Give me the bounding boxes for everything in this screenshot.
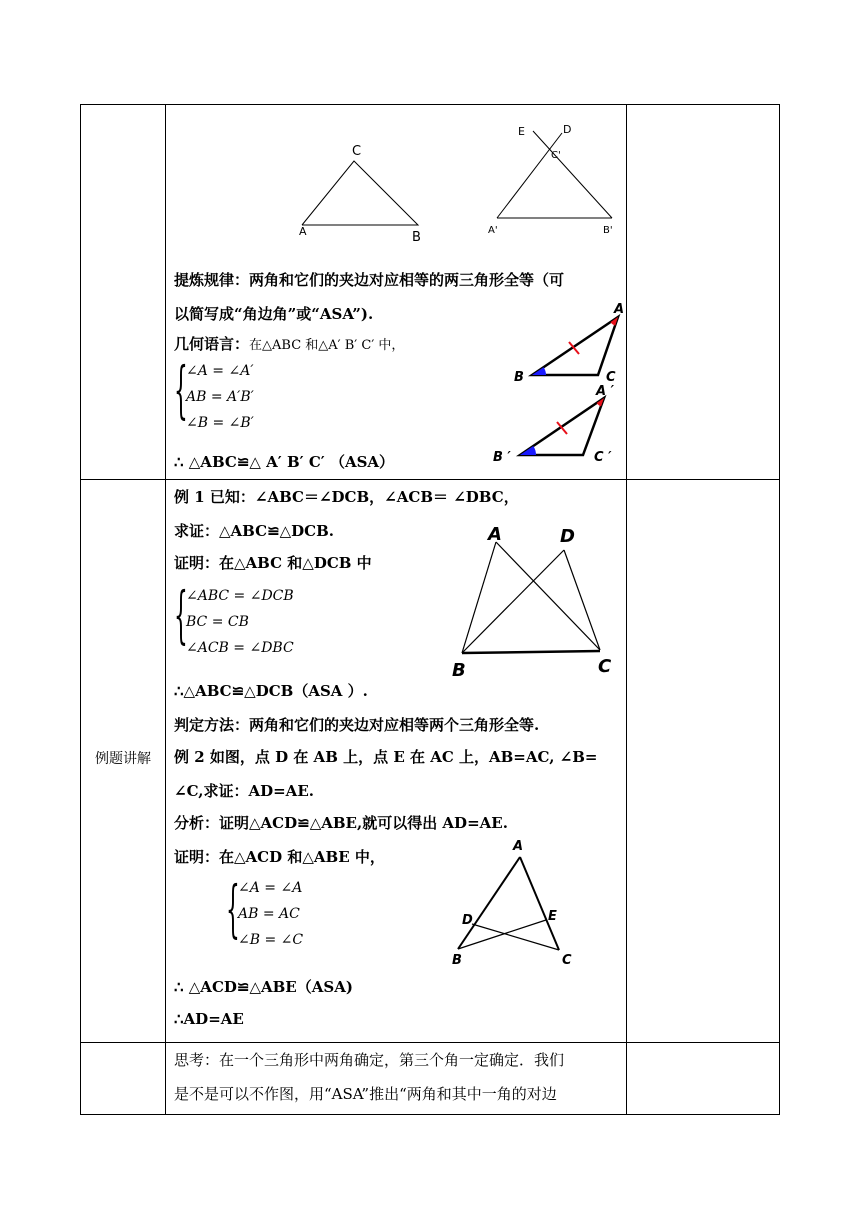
ex2-vertex-d: D (462, 913, 473, 928)
example-2-condition-1: ∠A = ∠A (238, 880, 303, 896)
example-2-proof: 证明：在△ACD 和△ABE 中， (174, 848, 385, 866)
conclusion-asa: ∴ △ABC≌△ A′ B′ C′ （ASA） (174, 453, 395, 471)
vertex-a-prime-label: A' (488, 225, 498, 236)
example-2-conclusion-1: ∴ △ACD≌△ABE（ASA) (174, 978, 353, 996)
example-2-condition-2: AB = AC (238, 906, 300, 922)
label-cell (81, 105, 166, 480)
content-cell (166, 1043, 627, 1115)
fig3-vertex-b: B (514, 370, 524, 385)
table-row (81, 105, 780, 480)
vertex-a-label: A (299, 225, 307, 238)
notes-cell (627, 105, 780, 480)
fig4-vertex-b: B ′ (493, 450, 511, 465)
condition-2: AB = A′B′ (186, 389, 254, 405)
table-row (81, 480, 780, 1043)
condition-1: ∠A = ∠A′ (186, 363, 254, 379)
condition-brace: { (174, 578, 188, 651)
table-row (81, 1043, 780, 1115)
example-2-given-continued: ∠C,求证：AD=AE. (174, 782, 314, 800)
ex2-vertex-b: B (452, 953, 462, 968)
condition-3: ∠B = ∠B′ (186, 415, 254, 431)
example-2-analysis: 分析：证明△ACD≌△ABE,就可以得出 AD=AE. (174, 814, 508, 832)
example-1-given: 例 1 已知：∠ABC＝∠DCB，∠ACB＝ ∠DBC， (174, 488, 519, 506)
example-2-given: 例 2 如图，点 D 在 AB 上，点 E 在 AC 上，AB=AC, ∠B= (174, 748, 598, 766)
geometric-language-body: 在△ABC 和△A′ B′ C′ 中， (249, 338, 405, 353)
content-cell (166, 480, 627, 1043)
ex2-vertex-e: E (548, 909, 557, 924)
example-2-condition-3: ∠B = ∠C (238, 932, 304, 948)
ex2-vertex-c: C (562, 953, 572, 968)
condition-brace: { (174, 353, 188, 426)
ex1-vertex-c: C (598, 656, 612, 677)
vertex-b-label: B (412, 230, 421, 245)
fig3-vertex-c: C (606, 370, 616, 385)
thinking-text-1: 思考：在一个三角形中两角确定，第三个角一定确定．我们 (174, 1051, 565, 1069)
example-2-conclusion-2: ∴AD=AE (174, 1010, 244, 1028)
rule-text: 提炼规律：两角和它们的夹边对应相等的两三角形全等（可 (174, 271, 565, 289)
label-cell (81, 480, 166, 1043)
example-1-condition-2: BC = CB (186, 614, 249, 630)
fig3-vertex-a: A (614, 302, 625, 317)
lesson-table (80, 104, 780, 1115)
section-label: 例题讲解 (95, 751, 151, 767)
example-1-conclusion: ∴△ABC≌△DCB（ASA ）. (174, 682, 368, 700)
notes-cell (627, 480, 780, 1043)
example-1-proof: 证明：在△ABC 和△DCB 中 (174, 554, 372, 572)
example-1-condition-3: ∠ACB = ∠DBC (186, 640, 294, 656)
vertex-b-prime-label: B' (603, 225, 613, 236)
point-e-label: E (518, 125, 525, 138)
judgement-method: 判定方法：两角和它们的夹边对应相等两个三角形全等. (174, 716, 540, 734)
example-1-prove: 求证：△ABC≌△DCB. (174, 522, 335, 540)
point-d-label: D (563, 123, 572, 136)
vertex-c-prime-label: C' (551, 150, 561, 161)
notes-cell (627, 1043, 780, 1115)
ex1-vertex-a: A (488, 524, 502, 545)
marked-triangle-a-prime (166, 105, 626, 479)
ex1-vertex-b: B (452, 660, 466, 681)
rule-text-continued: 以简写成“角边角”或“ASA”). (174, 305, 374, 323)
fig4-vertex-c: C ′ (594, 450, 612, 465)
ex2-vertex-a: A (513, 839, 524, 854)
label-cell (81, 1043, 166, 1115)
example-1-condition-1: ∠ABC = ∠DCB (186, 588, 294, 604)
thinking-text-2: 是不是可以不作图，用“ASA”推出“两角和其中一角的对边 (174, 1085, 557, 1103)
ex1-vertex-d: D (560, 526, 575, 547)
content-cell (166, 105, 627, 480)
vertex-c-label: C (352, 144, 362, 159)
example-2-figure (166, 480, 626, 1042)
fig4-vertex-a: A ′ (596, 384, 615, 399)
geometric-language-heading: 几何语言： (174, 335, 250, 353)
condition-brace: { (226, 872, 240, 945)
